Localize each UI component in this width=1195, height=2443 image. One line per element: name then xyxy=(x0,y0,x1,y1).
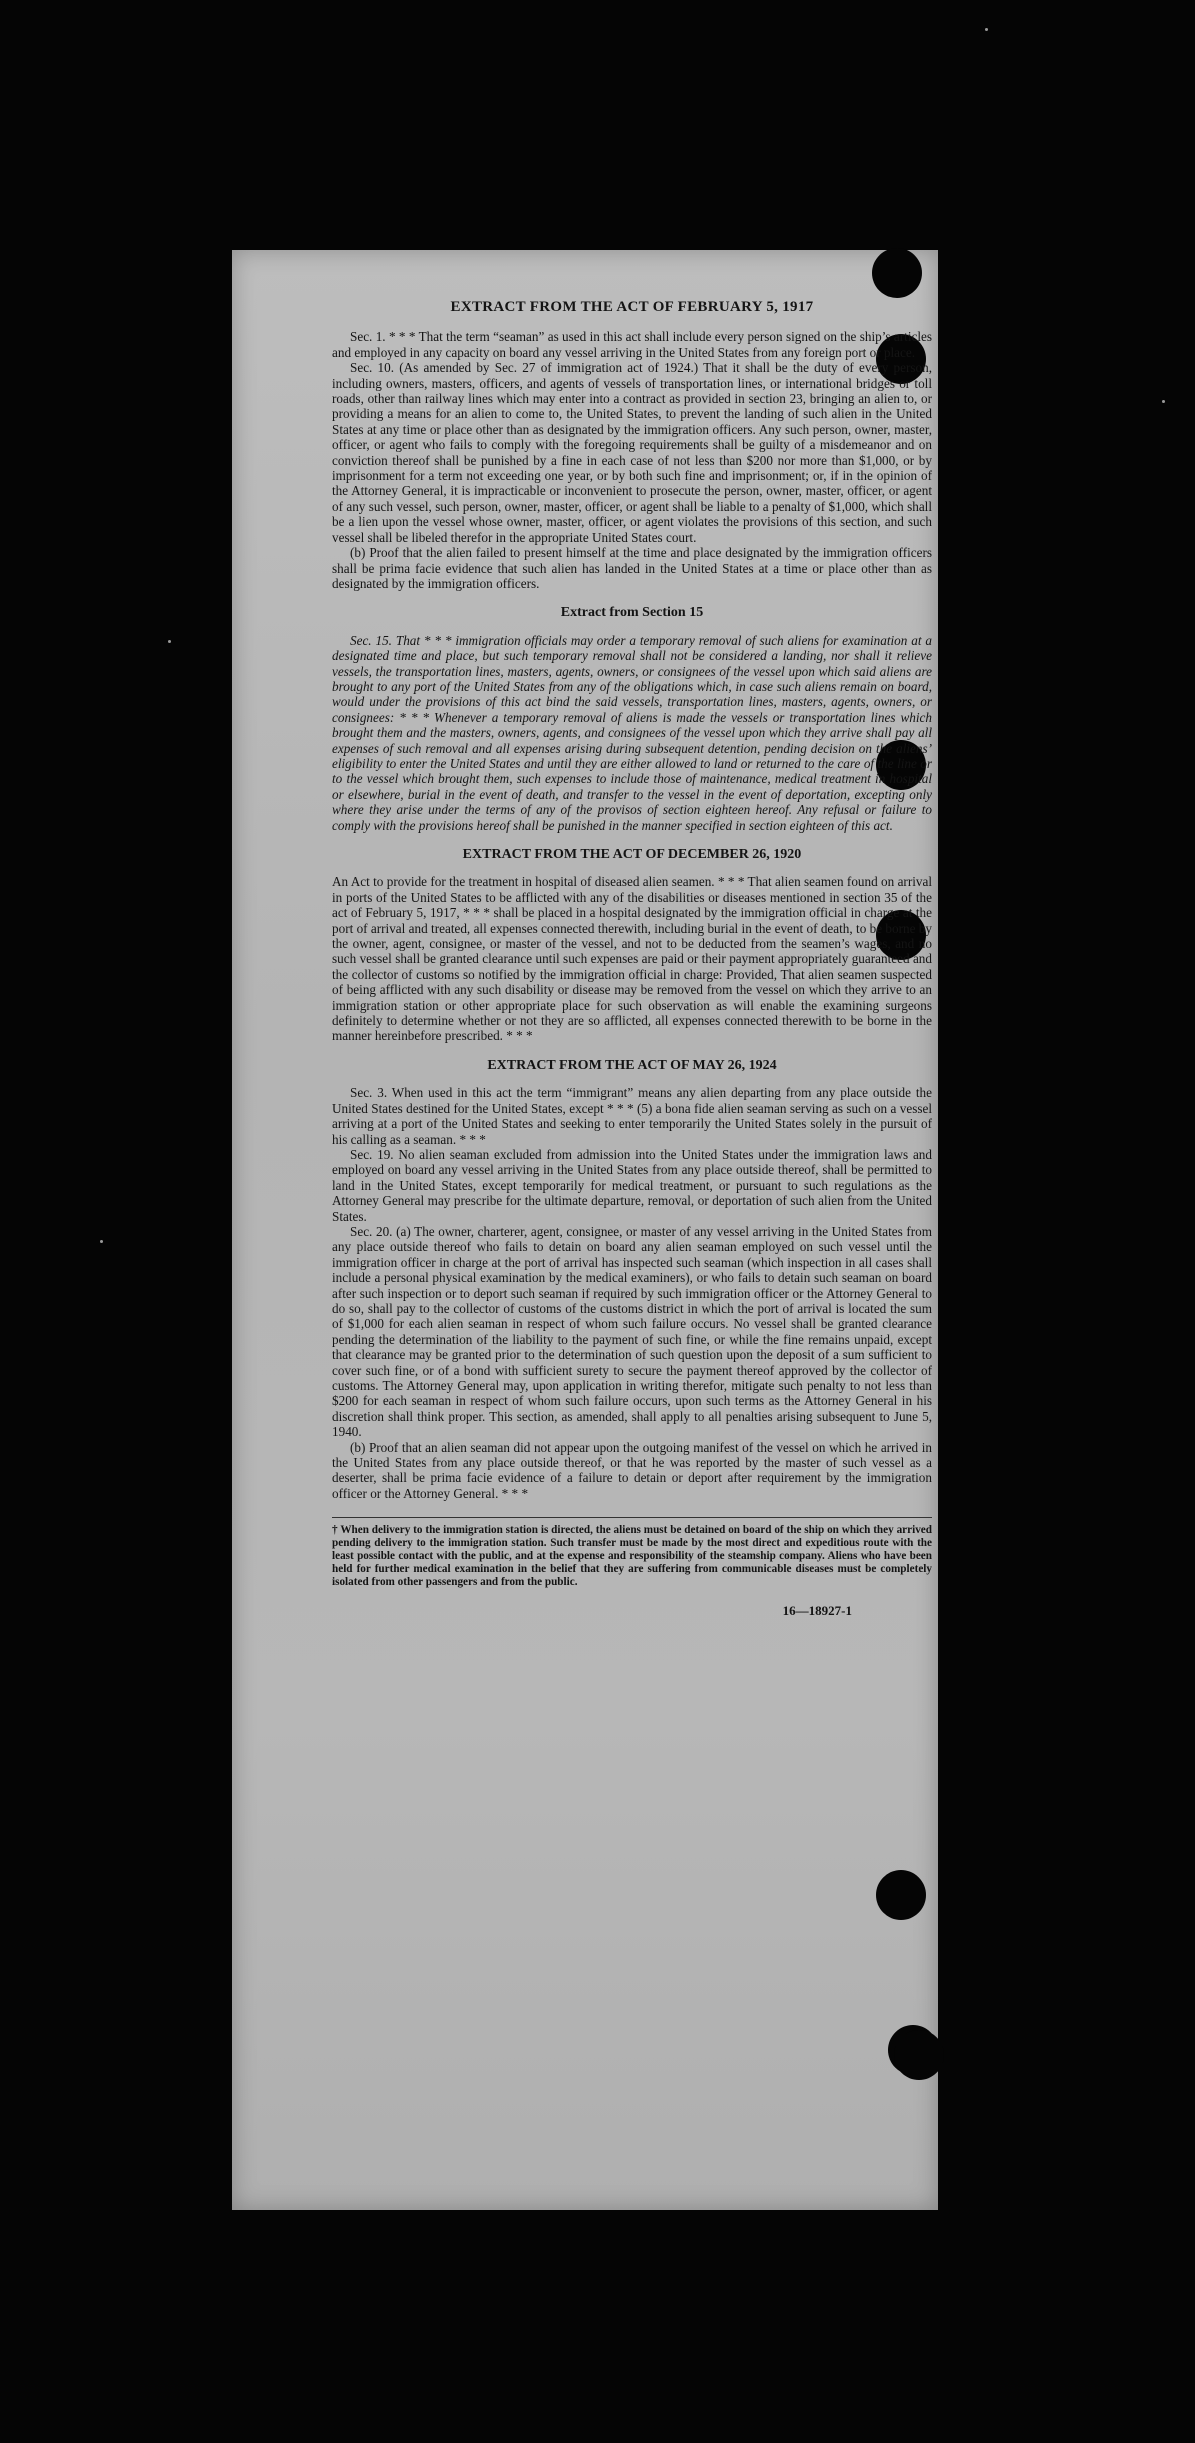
paragraph: Sec. 1. * * * That the term “seaman” as used in this act shall include every person signed on the ship’s articles and employed in any capacity on board any vessel arriving in the United States from any foreign port or place. xyxy=(332,329,932,360)
section-title: EXTRACT FROM THE ACT OF DECEMBER 26, 1920 xyxy=(462,847,802,862)
paragraph: Sec. 19. No alien seaman excluded from admission into the United States under the immigration laws and employed on board any vessel arriving in the United States from any place outside thereof, shall be permitted to land in the United States, except temporarily for medical treatment, or pursuant to such regulations as the Attorney General may prescribe for the ultimate departure, removal, or deportation of such alien from the United States. xyxy=(332,1146,932,1224)
document-page xyxy=(232,250,938,2210)
paragraph: (b) Proof that an alien seaman did not appear upon the outgoing manifest of the vessel on which he arrived in the United States from any place outside thereof, or that he was reported by the master of such vessel as a deserter, shall be prima facie evidence of a failure to detain or deport after requirement by the immigration officer or the Attorney General. * * * xyxy=(332,1439,932,1501)
background-speck xyxy=(168,640,171,643)
background-speck xyxy=(100,1240,103,1243)
document-text xyxy=(332,300,932,1619)
punch-hole xyxy=(894,2030,944,2080)
paragraph: (b) Proof that the alien failed to present himself at the time and place designated by the immigration officers shall be prima facie evidence that such alien has landed in the United States at a time or place other than as designated by the immigration officers. xyxy=(332,545,932,591)
background-speck xyxy=(1162,400,1165,403)
background-speck xyxy=(985,28,988,31)
paragraph: Sec. 3. When used in this act the term “immigrant” means any alien departing from any place outside the United States destined for the United States, except * * * (5) a bona fide alien seaman serving as such on a vessel arriving at a port of the United States and seeking to enter temporarily the United States solely in the pursuit of his calling as a seaman. * * * xyxy=(332,1085,932,1147)
section-title: Extract from Section 15 xyxy=(560,605,704,621)
punch-hole xyxy=(876,1870,926,1920)
paragraph: Sec. 20. (a) The owner, charterer, agent, consignee, or master of any vessel arriving in the United States from any place outside thereof who fails to detain on board any alien seaman employed on such vessel until the immigration officer in charge at the port of arrival has inspected such seaman (which inspection in all cases shall include a personal physical examination by the medical examiners), or who fails to detain such seaman on board after such inspection or to deport such seaman if required by such immigration officer or the Attorney General to do so, shall pay to the collector of customs of the customs district in which the port of arrival is located the sum of $1,000 for each alien seaman in respect of whom such failure occurs. No vessel shall be granted clearance pending the determination of the liability to the payment of such fine, or while the fine remains unpaid, except that clearance may be granted prior to the determination of such question upon the deposit of a sum sufficient to cover such fine, or of a bond with sufficient surety to secure the payment thereof approved by the collector of customs. The Attorney General may, upon application in writing therefor, mitigate such penalty to not less than $200 for each seaman in respect of whom such failure occurs, upon such terms as the Attorney General in his discretion shall think proper. This section, as amended, shall apply to all penalties arising subsequent to June 5, 1940. xyxy=(332,1223,932,1440)
paragraph: An Act to provide for the treatment in hospital of diseased alien seamen. * * * That alien seamen found on arrival in ports of the United States to be afflicted with any of the disabilities or diseases mentioned in section 35 of the act of February 5, 1917, * * * shall be placed in a hospital designated by the immigration official in charge at the port of arrival and treated, all expenses connected therewith, including burial in the event of death, to be borne by the owner, agent, consignee, or master of the vessel, and not to be deducted from the seamen’s wages, and no such vessel shall be granted clearance until such expenses are paid or their payment appropriately guaranteed and the collector of customs so notified by the immigration official in charge: Provided, That alien seamen suspected of being afflicted with any such disability or disease may be removed from the vessel on which they arrive to an immigration station or other appropriate place for such observation as will enable the examining surgeons definitely to determine whether or not they are so afflicted, all expenses connected therewith to be borne in the manner hereinbefore prescribed. * * * xyxy=(332,874,932,1044)
form-number: 16—18927-1 xyxy=(782,1603,852,1619)
paragraph: Sec. 10. (As amended by Sec. 27 of immigration act of 1924.) That it shall be the duty of every person, including owners, masters, officers, and agents of vessels of transportation lines, or international bridges or toll roads, other than railway lines which may enter into a contract as provided in section 23, bringing an alien to, or providing a means for an alien to come to, the United States, to prevent the landing of such alien in the United States at any time or place other than as designated by the immigration officers. Any such person, owner, master, officer, or agent who fails to comply with the foregoing requirements shall be guilty of a misdemeanor and on conviction thereof shall be punished by a fine in each case of not less than $200 nor more than $1,000, or by imprisonment for a term not exceeding one year, or by both such fine and imprisonment; or, if in the opinion of the Attorney General, it is impracticable or inconvenient to prosecute the person, owner, master, officer, or agent of any such vessel, such person, owner, master, officer, or agent shall be liable to a penalty of $1,000, which shall be a lien upon the vessel whose owner, master, officer, or agent violates the provisions of this section, and such vessel shall be libeled therefor in the appropriate United States court. xyxy=(332,360,932,545)
paragraph: Sec. 15. That * * * immigration officials may order a temporary removal of such aliens for examination at a designated time and place, but such temporary removal shall not be considered a landing, nor shall it relieve vessels, the transportation lines, masters, agents, owners, or consignees of the vessel upon which said aliens are brought to any port of the United States from any of the obligations which, in case such aliens remain on board, would under the provisions of this act bind the said vessels, transportation lines, masters, agents, owners, or consignees: * * * Whenever a temporary removal of aliens is made the vessels or transportation lines which brought them and the masters, owners, agents, and consignees of the vessel upon which they arrive shall pay all expenses of such removal and all expenses arising during subsequent detention, pending decision on the aliens’ eligibility to enter the United States and until they are either allowed to land or returned to the care of the line or to the vessel which brought them, such expenses to include those of maintenance, medical treatment in hospital or elsewhere, burial in the event of death, and transfer to the vessel in the event of deportation, excepting only where they arise under the terms of any of the provisos of section eighteen hereof. Any refusal or failure to comply with the provisions hereof shall be punished in the manner specified in section eighteen of this act. xyxy=(332,632,932,833)
footnote: † When delivery to the immigration station is directed, the aliens must be detained on board of the ship on which they arrived pending delivery to the immigration station. Such transfer must be made by the most direct and expeditious route with the least possible contact with the public, and at the expense and responsibility of the steamship company. Aliens who have been held for further medical examination in the belief that they are suffering from communicable diseases must be completely isolated from other passengers and from the public. xyxy=(332,1517,932,1589)
punch-hole xyxy=(872,248,922,298)
section-title: EXTRACT FROM THE ACT OF MAY 26, 1924 xyxy=(487,1057,777,1073)
section-title: EXTRACT FROM THE ACT OF FEBRUARY 5, 1917 xyxy=(450,299,814,315)
